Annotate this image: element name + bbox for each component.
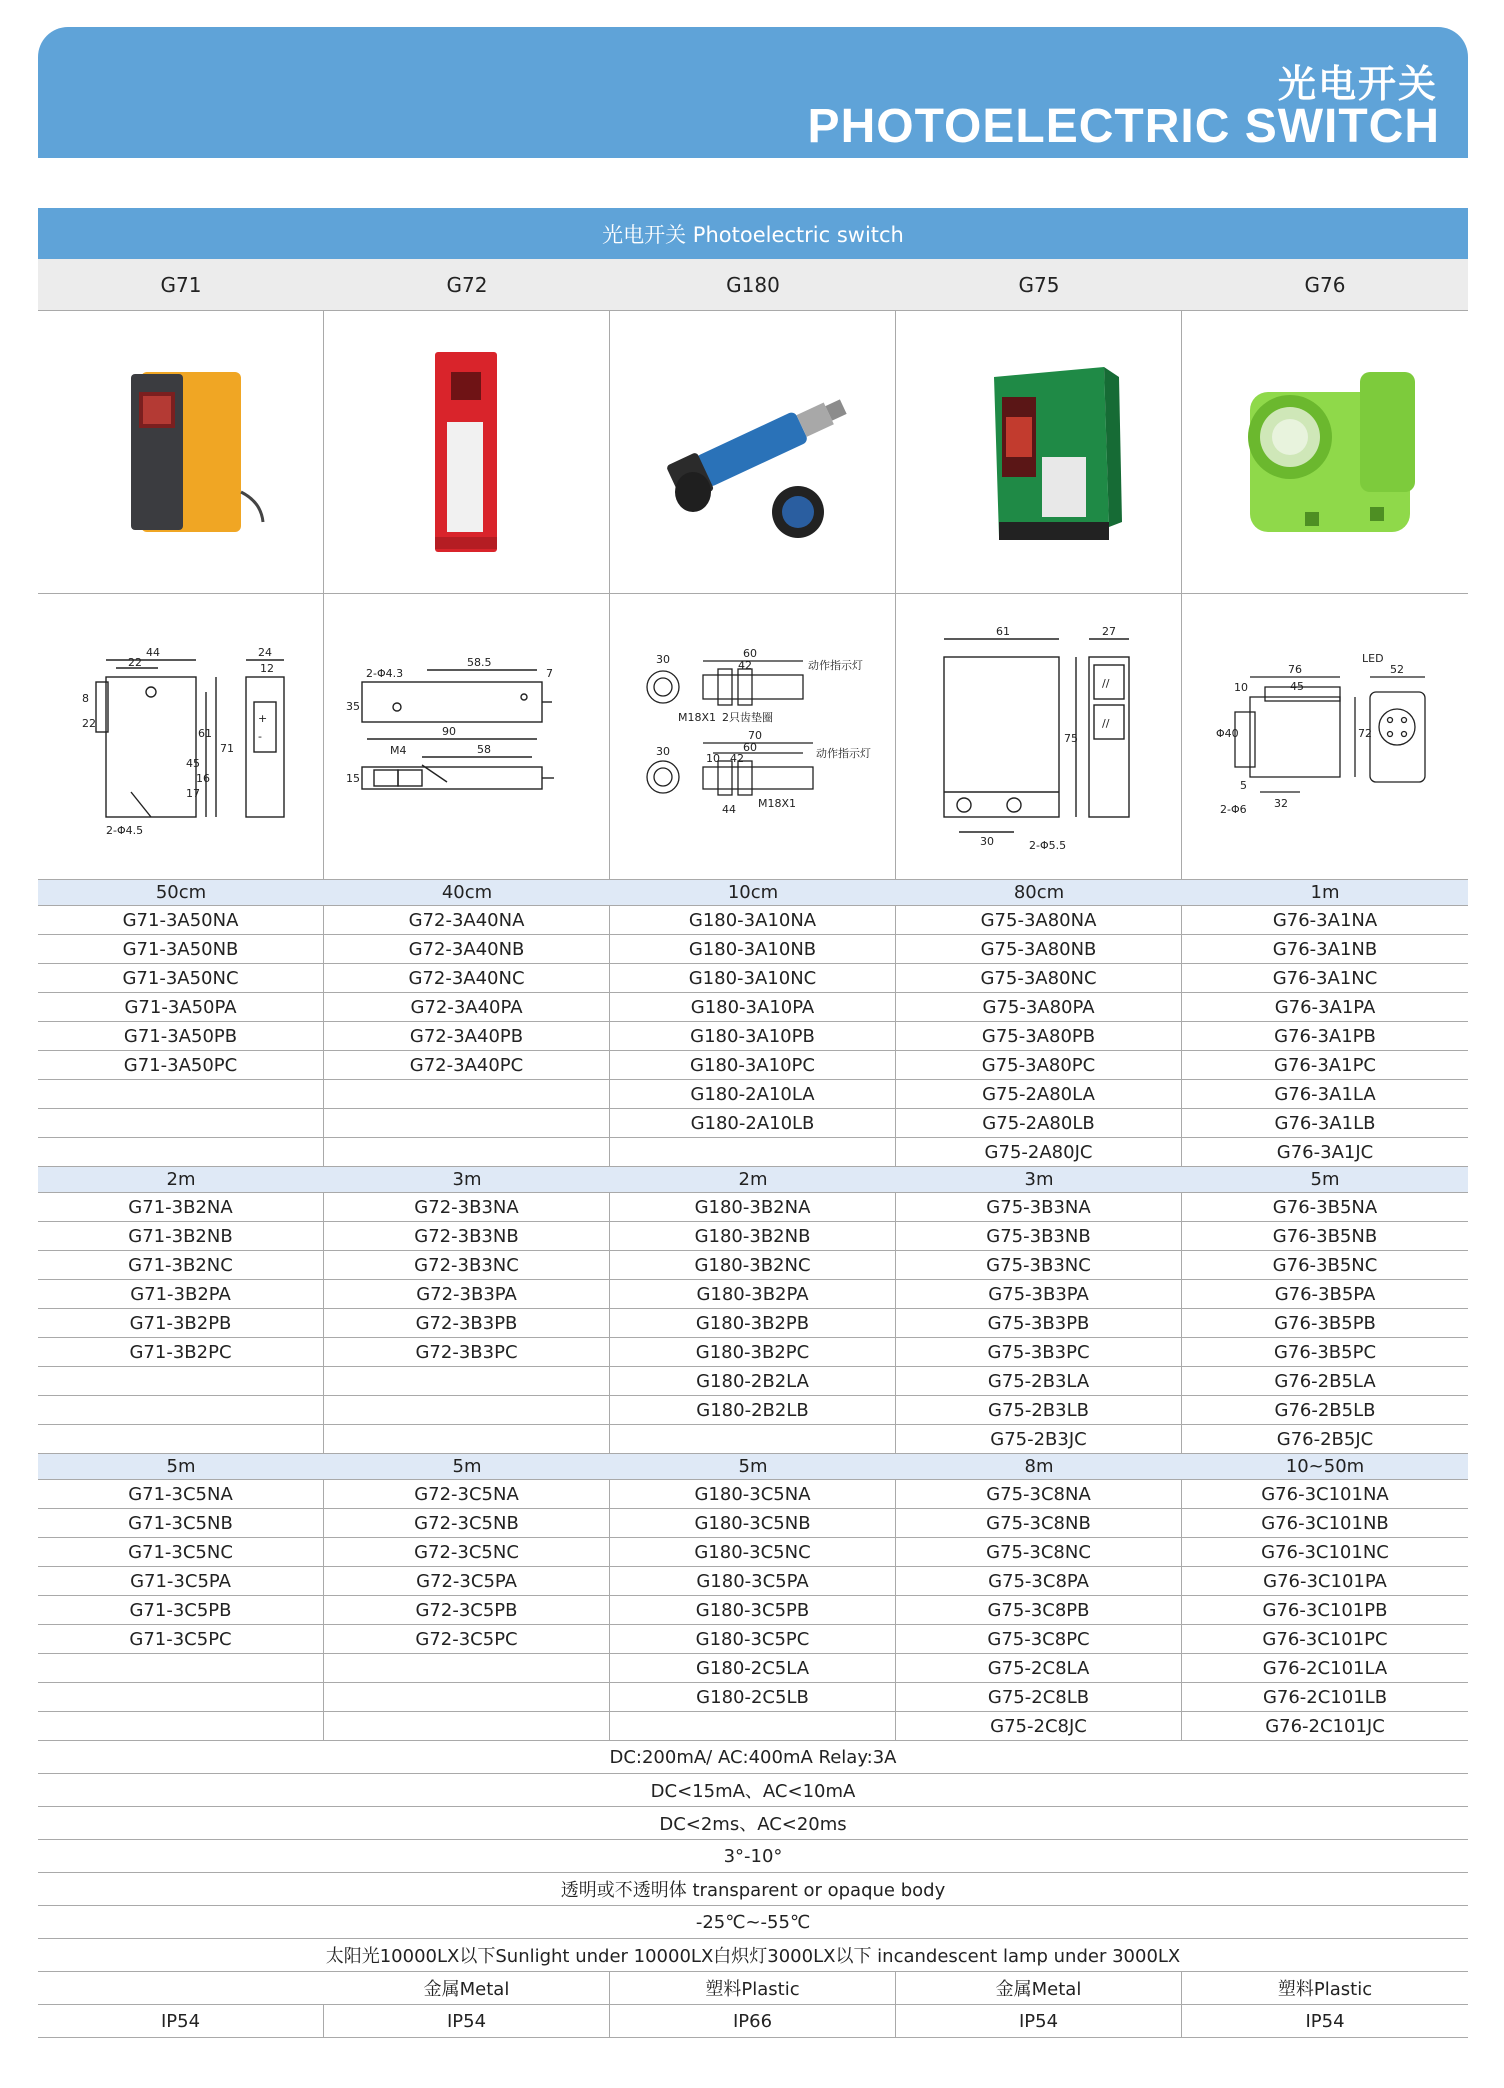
- model-cell: G71-3A50NC: [38, 964, 324, 992]
- svg-text://: //: [1101, 676, 1109, 690]
- svg-text:44: 44: [721, 802, 736, 816]
- svg-text:12: 12: [259, 661, 274, 675]
- model-cell: G180-2C5LA: [610, 1654, 896, 1682]
- svg-text:45: 45: [1290, 679, 1304, 693]
- svg-text://: //: [1101, 716, 1109, 730]
- svg-text:M4: M4: [389, 743, 406, 757]
- model-cell: G76-3C101PC: [1262, 1628, 1388, 1650]
- model-cell: G180-3C5NA: [610, 1480, 896, 1508]
- model-cell: G72-3B3NB: [324, 1222, 610, 1250]
- model-cell: G180-3C5NB: [610, 1509, 896, 1537]
- model-cell: G76-3C101PB: [1262, 1599, 1388, 1621]
- model-cell: G180-3A10NB: [610, 935, 896, 963]
- model-cell: G75-3B3PB: [896, 1309, 1182, 1337]
- model-cell: G180-2A10LA: [610, 1080, 896, 1108]
- model-cell: G71-3C5PC: [38, 1625, 324, 1653]
- svg-text:75: 75: [1063, 731, 1078, 745]
- svg-text:60: 60: [742, 740, 757, 754]
- model-cell: G75-3C8PC: [896, 1625, 1182, 1653]
- svg-text:30: 30: [655, 652, 670, 666]
- g75-photo: [896, 311, 1182, 593]
- model-cell: [610, 1425, 896, 1453]
- model-cell: G76-3A1PA: [1274, 996, 1376, 1018]
- model-cell: G180-3A10PB: [610, 1022, 896, 1050]
- range-label: 5m: [1310, 1169, 1340, 1190]
- table-row: [38, 1425, 1468, 1454]
- model-cell: [324, 1654, 610, 1682]
- model-cell: G72-3C5PA: [324, 1567, 610, 1595]
- model-cell: G75-2C8LA: [896, 1654, 1182, 1682]
- svg-text:动作指示灯: 动作指示灯: [807, 658, 863, 672]
- svg-text:72: 72: [1358, 726, 1372, 740]
- table-row: [38, 1654, 1468, 1683]
- spec-consumption-current: DC<15mA、AC<10mA: [650, 1781, 856, 1802]
- material-cell: [38, 1972, 324, 2004]
- svg-text:M18X1: M18X1: [677, 710, 716, 724]
- svg-text:90: 90: [441, 724, 456, 738]
- model-cell: G180-3B2NA: [610, 1193, 896, 1221]
- spec-temperature: -25℃~-55℃: [695, 1911, 811, 1933]
- model-cell: G72-3A40NA: [324, 906, 610, 934]
- model-cell: G76-2C101LB: [1262, 1686, 1388, 1708]
- model-cell: G75-3A80NC: [896, 964, 1182, 992]
- svg-text:42: 42: [729, 751, 744, 765]
- model-cell: [38, 1425, 324, 1453]
- g75-dimension-drawing: [896, 594, 1182, 879]
- model-cell: [324, 1080, 610, 1108]
- model-cell: G75-2A80LA: [896, 1080, 1182, 1108]
- section-title: 光电开关 Photoelectric switch: [38, 208, 1468, 259]
- svg-text:动作指示灯: 动作指示灯: [815, 746, 871, 760]
- model-cell: G76-3A1NA: [1272, 909, 1378, 931]
- model-cell: G180-3A10NA: [610, 906, 896, 934]
- model-cell: G75-3C8NB: [896, 1509, 1182, 1537]
- table-row: [38, 1193, 1468, 1222]
- model-cell: G180-3B2PA: [610, 1280, 896, 1308]
- model-cell: G71-3C5PA: [38, 1567, 324, 1595]
- model-cell: G72-3B3PA: [324, 1280, 610, 1308]
- model-cell: G71-3B2NA: [38, 1193, 324, 1221]
- model-cell: G76-2B5LA: [1274, 1370, 1376, 1392]
- range-label: 3m: [1024, 1169, 1054, 1190]
- model-cell: G76-3B5NB: [1272, 1225, 1378, 1247]
- table-row: [38, 1683, 1468, 1712]
- model-cell: G75-2A80LB: [896, 1109, 1182, 1137]
- table-row: [38, 1280, 1468, 1309]
- svg-text:76: 76: [1288, 662, 1302, 676]
- model-cell: [610, 1712, 896, 1740]
- model-cell: G71-3C5NB: [38, 1509, 324, 1537]
- model-cell: [38, 1396, 324, 1424]
- table-row: [38, 1338, 1468, 1367]
- range-label: 10cm: [727, 882, 779, 903]
- table-row: [38, 1625, 1468, 1654]
- material-row: [38, 1972, 1468, 2005]
- svg-text:2-Φ4.3: 2-Φ4.3: [365, 666, 403, 680]
- table-row: [38, 1222, 1468, 1251]
- model-header-row: [38, 259, 1468, 311]
- g76-dimension-drawing: [1182, 594, 1468, 879]
- model-cell: [324, 1138, 610, 1166]
- svg-text:35: 35: [345, 699, 360, 713]
- range-label: 3m: [452, 1169, 482, 1190]
- svg-text:M18X1: M18X1: [757, 796, 796, 810]
- model-cell: G71-3A50PA: [38, 993, 324, 1021]
- protection-cell: IP54: [1305, 2010, 1345, 2032]
- spec-row: [38, 1873, 1468, 1906]
- model-cell: G72-3A40PA: [324, 993, 610, 1021]
- model-cell: G75-3B3NB: [896, 1222, 1182, 1250]
- svg-text:70: 70: [747, 728, 762, 742]
- model-cell: [324, 1425, 610, 1453]
- title-english: PHOTOELECTRIC SWITCH: [807, 100, 1440, 153]
- model-cell: G75-3A80NB: [896, 935, 1182, 963]
- spec-response-time: DC<2ms、AC<20ms: [659, 1814, 847, 1835]
- range-row: [38, 880, 1468, 906]
- range-label: 1m: [1310, 882, 1340, 903]
- column-header: G180: [726, 272, 780, 297]
- product-table: [38, 259, 1468, 2038]
- spec-row: [38, 1741, 1468, 1774]
- model-cell: [610, 1138, 896, 1166]
- model-cell: G180-2C5LB: [610, 1683, 896, 1711]
- model-cell: G75-3B3PA: [896, 1280, 1182, 1308]
- model-cell: G72-3A40PB: [324, 1022, 610, 1050]
- model-cell: G76-2C101JC: [1265, 1715, 1385, 1737]
- dimension-drawing-row: [38, 594, 1468, 880]
- model-cell: G71-3B2PA: [38, 1280, 324, 1308]
- g71-dimension-drawing: [38, 594, 324, 879]
- model-cell: G75-2B3JC: [896, 1425, 1182, 1453]
- material-cell: 金属Metal: [896, 1972, 1182, 2004]
- model-cell: G76-3B5PB: [1274, 1312, 1376, 1334]
- table-row: [38, 1567, 1468, 1596]
- model-cell: [38, 1367, 324, 1395]
- range-label: 8m: [1024, 1456, 1054, 1477]
- svg-text:61: 61: [995, 624, 1010, 638]
- table-row: [38, 906, 1468, 935]
- model-cell: G180-3C5PC: [610, 1625, 896, 1653]
- model-cell: [38, 1109, 324, 1137]
- svg-text:2-Φ6: 2-Φ6: [1220, 802, 1247, 816]
- model-cell: G75-3C8NA: [896, 1480, 1182, 1508]
- model-cell: G75-3A80PC: [896, 1051, 1182, 1079]
- model-cell: G180-3B2PC: [610, 1338, 896, 1366]
- protection-cell: IP54: [324, 2005, 610, 2037]
- model-cell: G72-3B3NC: [324, 1251, 610, 1279]
- model-cell: G76-3C101PA: [1263, 1570, 1387, 1592]
- table-row: [38, 964, 1468, 993]
- model-cell: G76-3C101NB: [1261, 1512, 1389, 1534]
- g72-photo: [324, 311, 610, 593]
- spec-ambient-light: 太阳光10000LX以下Sunlight under 10000LX白炽灯3000LX以下 incandescent lamp under 3000LX: [325, 1946, 1181, 1967]
- g180-photo: [610, 311, 896, 593]
- model-cell: G180-2A10LB: [610, 1109, 896, 1137]
- protection-cell: IP66: [610, 2005, 896, 2037]
- model-cell: G180-3A10PC: [610, 1051, 896, 1079]
- svg-text:58.5: 58.5: [466, 655, 491, 669]
- range-label: 2m: [166, 1169, 196, 1190]
- svg-text:15: 15: [345, 771, 360, 785]
- model-cell: G71-3A50PC: [38, 1051, 324, 1079]
- model-cell: G72-3A40NB: [324, 935, 610, 963]
- svg-text:2-Φ5.5: 2-Φ5.5: [1028, 838, 1066, 852]
- protection-cell: IP54: [896, 2005, 1182, 2037]
- table-row: [38, 993, 1468, 1022]
- table-row: [38, 1596, 1468, 1625]
- model-cell: G75-3A80PB: [896, 1022, 1182, 1050]
- photo-row: [38, 311, 1468, 594]
- title-banner: [38, 27, 1468, 158]
- protection-cell: IP54: [38, 2005, 324, 2037]
- material-cell: 塑料Plastic: [610, 1972, 896, 2004]
- model-cell: G72-3B3PB: [324, 1309, 610, 1337]
- spec-row: [38, 1906, 1468, 1939]
- model-cell: [324, 1712, 610, 1740]
- svg-text:7: 7: [545, 666, 553, 680]
- model-cell: G71-3A50NA: [38, 906, 324, 934]
- model-cell: [324, 1109, 610, 1137]
- svg-text:24: 24: [257, 645, 272, 659]
- model-cell: G71-3A50PB: [38, 1022, 324, 1050]
- model-cell: G71-3C5NA: [38, 1480, 324, 1508]
- model-cell: G76-3C101NA: [1261, 1483, 1389, 1505]
- model-cell: G180-3B2NC: [610, 1251, 896, 1279]
- svg-text:61: 61: [197, 726, 212, 740]
- model-cell: G76-3A1NB: [1272, 938, 1378, 960]
- table-row: [38, 1051, 1468, 1080]
- model-cell: G72-3C5NC: [324, 1538, 610, 1566]
- model-cell: G180-3B2PB: [610, 1309, 896, 1337]
- column-header: G76: [1304, 272, 1346, 297]
- model-cell: G72-3A40NC: [324, 964, 610, 992]
- table-row: [38, 1712, 1468, 1741]
- model-cell: [38, 1654, 324, 1682]
- material-cell: 金属Metal: [324, 1972, 610, 2004]
- table-row: [38, 1509, 1468, 1538]
- range-label: 2m: [738, 1169, 768, 1190]
- table-row: [38, 935, 1468, 964]
- table-row: [38, 1538, 1468, 1567]
- g180-dimension-drawing: [610, 594, 896, 879]
- range-label: 50cm: [155, 882, 207, 903]
- svg-text:27: 27: [1101, 624, 1116, 638]
- svg-text:10: 10: [1234, 680, 1248, 694]
- range-label: 40cm: [441, 882, 493, 903]
- model-cell: [324, 1683, 610, 1711]
- model-cell: [324, 1367, 610, 1395]
- model-cell: G76-3B5NC: [1272, 1254, 1378, 1276]
- model-cell: G72-3C5NA: [324, 1480, 610, 1508]
- model-cell: G71-3B2NB: [38, 1222, 324, 1250]
- model-cell: G71-3C5NC: [38, 1538, 324, 1566]
- svg-text:44: 44: [145, 645, 160, 659]
- model-cell: G75-3A80PA: [896, 993, 1182, 1021]
- model-cell: [38, 1683, 324, 1711]
- svg-text:45: 45: [185, 756, 200, 770]
- model-cell: G76-2B5JC: [1276, 1428, 1374, 1450]
- spec-row: [38, 1807, 1468, 1840]
- table-row: [38, 1309, 1468, 1338]
- model-cell: G72-3B3PC: [324, 1338, 610, 1366]
- model-cell: G71-3A50NB: [38, 935, 324, 963]
- table-row: [38, 1367, 1468, 1396]
- model-cell: G180-3B2NB: [610, 1222, 896, 1250]
- model-cell: G75-3B3PC: [896, 1338, 1182, 1366]
- svg-text:42: 42: [737, 658, 752, 672]
- model-cell: G71-3C5PB: [38, 1596, 324, 1624]
- model-cell: G76-2C101LA: [1262, 1657, 1388, 1679]
- table-row: [38, 1396, 1468, 1425]
- model-cell: G180-2B2LA: [610, 1367, 896, 1395]
- spec-angle: 3°-10°: [723, 1845, 783, 1867]
- table-row: [38, 1251, 1468, 1280]
- svg-text:32: 32: [1274, 796, 1288, 810]
- table-row: [38, 1109, 1468, 1138]
- model-cell: G76-2B5LB: [1274, 1399, 1376, 1421]
- model-cell: G180-3A10PA: [610, 993, 896, 1021]
- g76-photo: [1182, 311, 1468, 593]
- model-cell: G180-3C5PB: [610, 1596, 896, 1624]
- table-row: [38, 1480, 1468, 1509]
- model-cell: G75-2B3LB: [896, 1396, 1182, 1424]
- svg-text:71: 71: [219, 741, 234, 755]
- spec-target: 透明或不透明体 transparent or opaque body: [560, 1880, 946, 1901]
- range-row: [38, 1454, 1468, 1480]
- svg-text:52: 52: [1390, 662, 1404, 676]
- svg-text:30: 30: [655, 744, 670, 758]
- model-cell: G72-3C5PB: [324, 1596, 610, 1624]
- model-cell: [38, 1712, 324, 1740]
- svg-text:2-Φ4.5: 2-Φ4.5: [105, 823, 143, 837]
- model-cell: [324, 1396, 610, 1424]
- svg-text:10: 10: [705, 751, 720, 765]
- model-cell: G76-3C101NC: [1261, 1541, 1389, 1563]
- model-cell: G72-3C5PC: [324, 1625, 610, 1653]
- g72-dimension-drawing: [324, 594, 610, 879]
- model-cell: G71-3B2NC: [38, 1251, 324, 1279]
- model-cell: G72-3B3NA: [324, 1193, 610, 1221]
- column-header: G72: [446, 272, 488, 297]
- model-cell: G76-3A1PB: [1274, 1025, 1376, 1047]
- svg-text:17: 17: [185, 786, 200, 800]
- column-header: G71: [160, 272, 202, 297]
- title-chinese: 光电开关: [1277, 62, 1438, 106]
- table-row: [38, 1138, 1468, 1167]
- range-row: [38, 1167, 1468, 1193]
- model-cell: G75-3B3NA: [896, 1193, 1182, 1221]
- spec-row: [38, 1939, 1468, 1972]
- model-cell: G76-3A1LB: [1274, 1112, 1376, 1134]
- range-label: 5m: [166, 1456, 196, 1477]
- model-cell: G76-3A1JC: [1276, 1141, 1374, 1163]
- svg-text:2只齿垫圈: 2只齿垫圈: [721, 710, 773, 724]
- model-cell: G180-3C5PA: [610, 1567, 896, 1595]
- spec-output-current: DC:200mA/ AC:400mA Relay:3A: [609, 1746, 897, 1768]
- model-cell: G75-3C8PB: [896, 1596, 1182, 1624]
- model-cell: G76-3B5PA: [1274, 1283, 1376, 1305]
- svg-text:5: 5: [1240, 778, 1247, 792]
- model-cell: G75-3A80NA: [896, 906, 1182, 934]
- g71-photo: [38, 311, 324, 593]
- table-row: [38, 1080, 1468, 1109]
- spec-row: [38, 1774, 1468, 1807]
- svg-text:-: -: [257, 729, 262, 743]
- model-cell: G76-3A1PC: [1274, 1054, 1376, 1076]
- spec-row: [38, 1840, 1468, 1873]
- range-label: 5m: [738, 1456, 768, 1477]
- svg-text:16: 16: [195, 771, 210, 785]
- model-cell: G75-2C8LB: [896, 1683, 1182, 1711]
- model-cell: G180-2B2LB: [610, 1396, 896, 1424]
- svg-text:22: 22: [127, 655, 142, 669]
- protection-row: [38, 2005, 1468, 2038]
- svg-text:30: 30: [979, 834, 994, 848]
- svg-text:Φ40: Φ40: [1216, 726, 1239, 740]
- model-cell: G180-3C5NC: [610, 1538, 896, 1566]
- model-cell: [38, 1080, 324, 1108]
- model-cell: G72-3A40PC: [324, 1051, 610, 1079]
- model-cell: G75-3B3NC: [896, 1251, 1182, 1279]
- model-cell: G72-3C5NB: [324, 1509, 610, 1537]
- svg-text:LED: LED: [1362, 651, 1384, 665]
- model-cell: G76-3A1LA: [1274, 1083, 1376, 1105]
- model-cell: G76-3A1NC: [1272, 967, 1378, 989]
- model-cell: G75-3C8PA: [896, 1567, 1182, 1595]
- model-cell: G71-3B2PB: [38, 1309, 324, 1337]
- range-label: 80cm: [1013, 882, 1065, 903]
- model-cell: G75-2C8JC: [896, 1712, 1182, 1740]
- range-label: 5m: [452, 1456, 482, 1477]
- range-label: 10~50m: [1285, 1456, 1365, 1477]
- model-cell: [38, 1138, 324, 1166]
- model-cell: G76-3B5NA: [1272, 1196, 1378, 1218]
- model-cell: G180-3A10NC: [610, 964, 896, 992]
- svg-text:22: 22: [81, 716, 96, 730]
- model-cell: G75-2A80JC: [896, 1138, 1182, 1166]
- svg-text:8: 8: [81, 691, 89, 705]
- model-cell: G76-3B5PC: [1273, 1341, 1377, 1363]
- svg-text:58: 58: [476, 742, 491, 756]
- svg-text:+: +: [257, 711, 267, 725]
- material-cell: 塑料Plastic: [1277, 1979, 1373, 2000]
- column-header: G75: [1018, 272, 1060, 297]
- model-cell: G71-3B2PC: [38, 1338, 324, 1366]
- svg-text:60: 60: [742, 646, 757, 660]
- model-cell: G75-3C8NC: [896, 1538, 1182, 1566]
- table-row: [38, 1022, 1468, 1051]
- model-cell: G75-2B3LA: [896, 1367, 1182, 1395]
